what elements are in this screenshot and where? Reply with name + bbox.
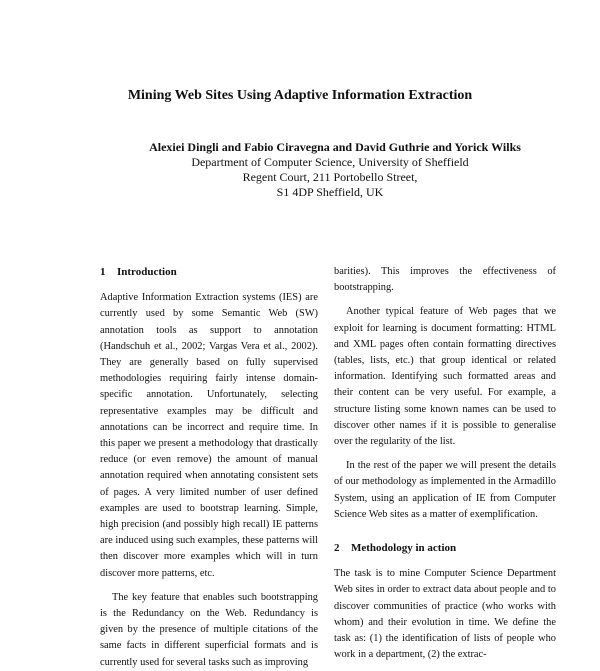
paragraph: Another typical feature of Web pages that we exploit for learning is document formatting: HTML and XML pages often contain formatting directives (tables, lists, etc.) that group identical or related information. Identifying such formatted areas and their content can be very useful. For example, a structure listing some known names can be used to discover other names if it is possible to generalise over the regularity of the list.	[334, 306, 556, 448]
section-title: Methodology in action	[351, 542, 457, 555]
section-heading-methodology	[334, 540, 556, 556]
section-number: 2	[334, 542, 340, 555]
section-title: Introduction	[117, 266, 177, 278]
affiliation-line-3: S1 4DP Sheffield, UK	[276, 185, 384, 199]
paragraph: The key feature that enables such bootstrapping is the Redundancy on the Web. Redundancy is given by the presence of multiple citations of the same facts in different superficial formats and is currently used for several tasks such as improving	[100, 591, 318, 668]
affiliation-line-1: Department of Computer Science, University of Sheffield	[191, 155, 469, 169]
paragraph: Adaptive Information Extraction systems (IES) are currently used by some Semantic Web (SW) annotation tools as support to annotation (Handschuh et al., 2002; Vargas Vera et al., 2002). They are generally based on fully supervised methodologies requiring fairly intense domain-specific annotation. Unfortunately, selecting representative examples may be difficult and annotations can be incorrect and require time. In this paper we present a methodology that drastically reduce (or even remove) the amount of manual annotation required when annotating consistent sets of pages. A very limited number of user defined examples are used to bootstrap learning. Simple, high precision (and possibly high recall) IE patterns are induced using such examples, these patterns will then discover more examples which will in turn discover more patterns, etc.	[100, 292, 318, 579]
paragraph: barities). This improves the effectiveness of bootstrapping.	[334, 266, 556, 294]
paper-title: Mining Web Sites Using Adaptive Information Extraction	[127, 88, 473, 103]
paper-authors: Alexiei Dingli and Fabio Ciravegna and David Guthrie and Yorick Wilks	[149, 140, 521, 154]
left-column	[100, 264, 318, 671]
right-column	[334, 264, 556, 663]
section-heading-introduction	[100, 264, 318, 280]
paragraph: In the rest of the paper we will present the details of our methodology as implemented in the Armadillo System, using an application of IE from Computer Science Web sites as a matter of exemplification.	[334, 460, 556, 520]
paragraph: The task is to mine Computer Science Department Web sites in order to extract data about people and to discover communities of practice (who works with whom) and their evolution in time. We define the task as: (1) the identification of lists of people who work in a department, (2) the extrac-	[334, 568, 556, 661]
affiliation-line-2: Regent Court, 211 Portobello Street,	[242, 170, 418, 184]
section-number: 1	[100, 266, 106, 278]
